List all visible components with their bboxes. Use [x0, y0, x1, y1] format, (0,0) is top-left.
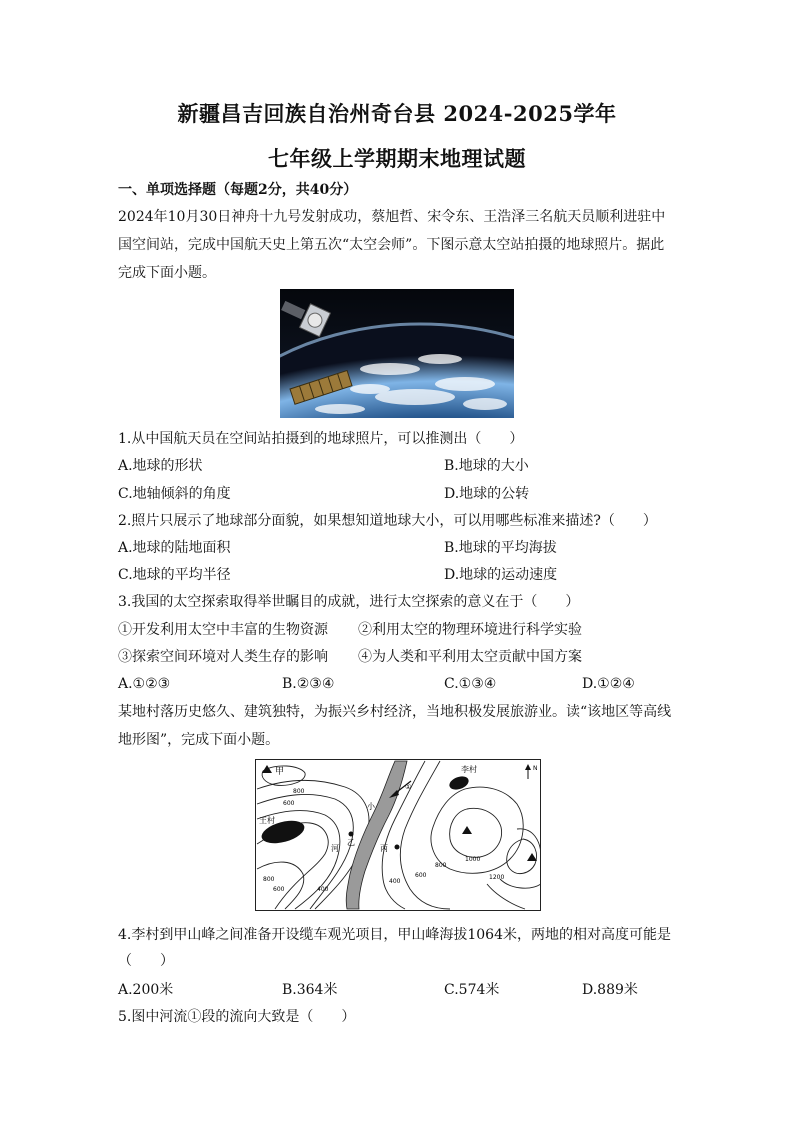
q3-statement-1: ①开发利用太空中丰富的生物资源 — [118, 622, 328, 638]
q2-option-a: A.地球的陆地面积 — [118, 540, 231, 556]
contour-label-600-c: 600 — [415, 872, 427, 879]
section-heading: 一、单项选择题（每题2分，共40分） — [118, 182, 358, 198]
q3-statement-4: ④为人类和平利用太空贡献中国方案 — [358, 649, 582, 665]
question-3-stem: 3.我国的太空探索取得举世瞩目的成就，进行太空探索的意义在于（ ） — [118, 594, 580, 610]
q1-option-d: D.地球的公转 — [444, 486, 530, 502]
q3-option-a: A.①②③ — [118, 676, 171, 692]
map-label-jia: 甲 — [275, 767, 285, 777]
contour-label-800-c: 800 — [435, 862, 447, 869]
q4-option-d: D.889米 — [582, 982, 638, 998]
map-label-wangcun: 王村 — [259, 816, 275, 825]
q1-option-a: A.地球的形状 — [118, 458, 203, 474]
exam-title-line2: 七年级上学期期末地理试题 — [268, 146, 526, 171]
contour-label-600-a: 600 — [283, 800, 295, 807]
map-label-xiao: 小 — [367, 802, 375, 811]
question-1-stem: 1.从中国航天员在空间站拍摄到的地球照片，可以推测出（ ） — [118, 431, 524, 447]
map-label-bing: 丙 — [380, 844, 388, 853]
map-label-north: N — [533, 765, 538, 772]
q3-statement-3: ③探索空间环境对人类生存的影响 — [118, 649, 328, 665]
contour-label-800-b: 800 — [263, 876, 275, 883]
contour-map — [255, 759, 541, 911]
question-2-stem: 2.照片只展示了地球部分面貌，如果想知道地球大小，可以用哪些标准来描述?（ ） — [118, 513, 657, 529]
exam-title-line1: 新疆昌吉回族自治州奇台县 2024-2025学年 — [177, 101, 617, 126]
contour-label-400-a: 400 — [317, 886, 329, 893]
contour-label-800-a: 800 — [293, 788, 305, 795]
q1-option-c: C.地轴倾斜的角度 — [118, 486, 231, 502]
map-label-licun: 李村 — [461, 765, 477, 774]
q3-option-c: C.①③④ — [444, 676, 497, 692]
intro-paragraph-2: 某地村落历史悠久、建筑独特，为振兴乡村经济，当地积极发展旅游业。读“该地区等高线地形图”，完成下面小题。 — [118, 704, 672, 748]
q4-option-c: C.574米 — [444, 982, 500, 998]
question-5-stem: 5.图中河流①段的流向大致是（ ） — [118, 1009, 356, 1025]
contour-label-1000: 1000 — [465, 856, 481, 863]
q2-option-c: C.地球的平均半径 — [118, 567, 231, 583]
q2-option-d: D.地球的运动速度 — [444, 567, 558, 583]
q3-statement-2: ②利用太空的物理环境进行科学实验 — [358, 622, 582, 638]
q4-option-a: A.200米 — [118, 982, 174, 998]
q3-option-d: D.①②④ — [582, 676, 635, 692]
map-label-he: 河 — [331, 844, 339, 853]
earth-photo — [280, 289, 514, 418]
contour-label-600-b: 600 — [273, 886, 285, 893]
intro-paragraph-1: 2024年10月30日神舟十九号发射成功，蔡旭哲、宋令东、王浩泽三名航天员顺利进驻中国空间站，完成中国航天史上第五次“太空会师”。下图示意太空站拍摄的地球照片。据此完成下面小题。 — [118, 209, 666, 281]
question-4-stem-cont: （ ） — [118, 953, 174, 969]
q1-option-b: B.地球的大小 — [444, 458, 529, 474]
q3-option-b: B.②③④ — [282, 676, 335, 692]
q2-option-b: B.地球的平均海拔 — [444, 540, 557, 556]
map-label-yi: 乙 — [347, 838, 355, 847]
contour-label-1200: 1200 — [489, 874, 505, 881]
q4-option-b: B.364米 — [282, 982, 338, 998]
question-4-stem: 4.李村到甲山峰之间准备开设缆车观光项目，甲山峰海拔1064米，两地的相对高度可能是 — [118, 927, 671, 943]
contour-label-400-b: 400 — [389, 878, 401, 885]
map-label-reach-1: ① — [405, 783, 412, 791]
